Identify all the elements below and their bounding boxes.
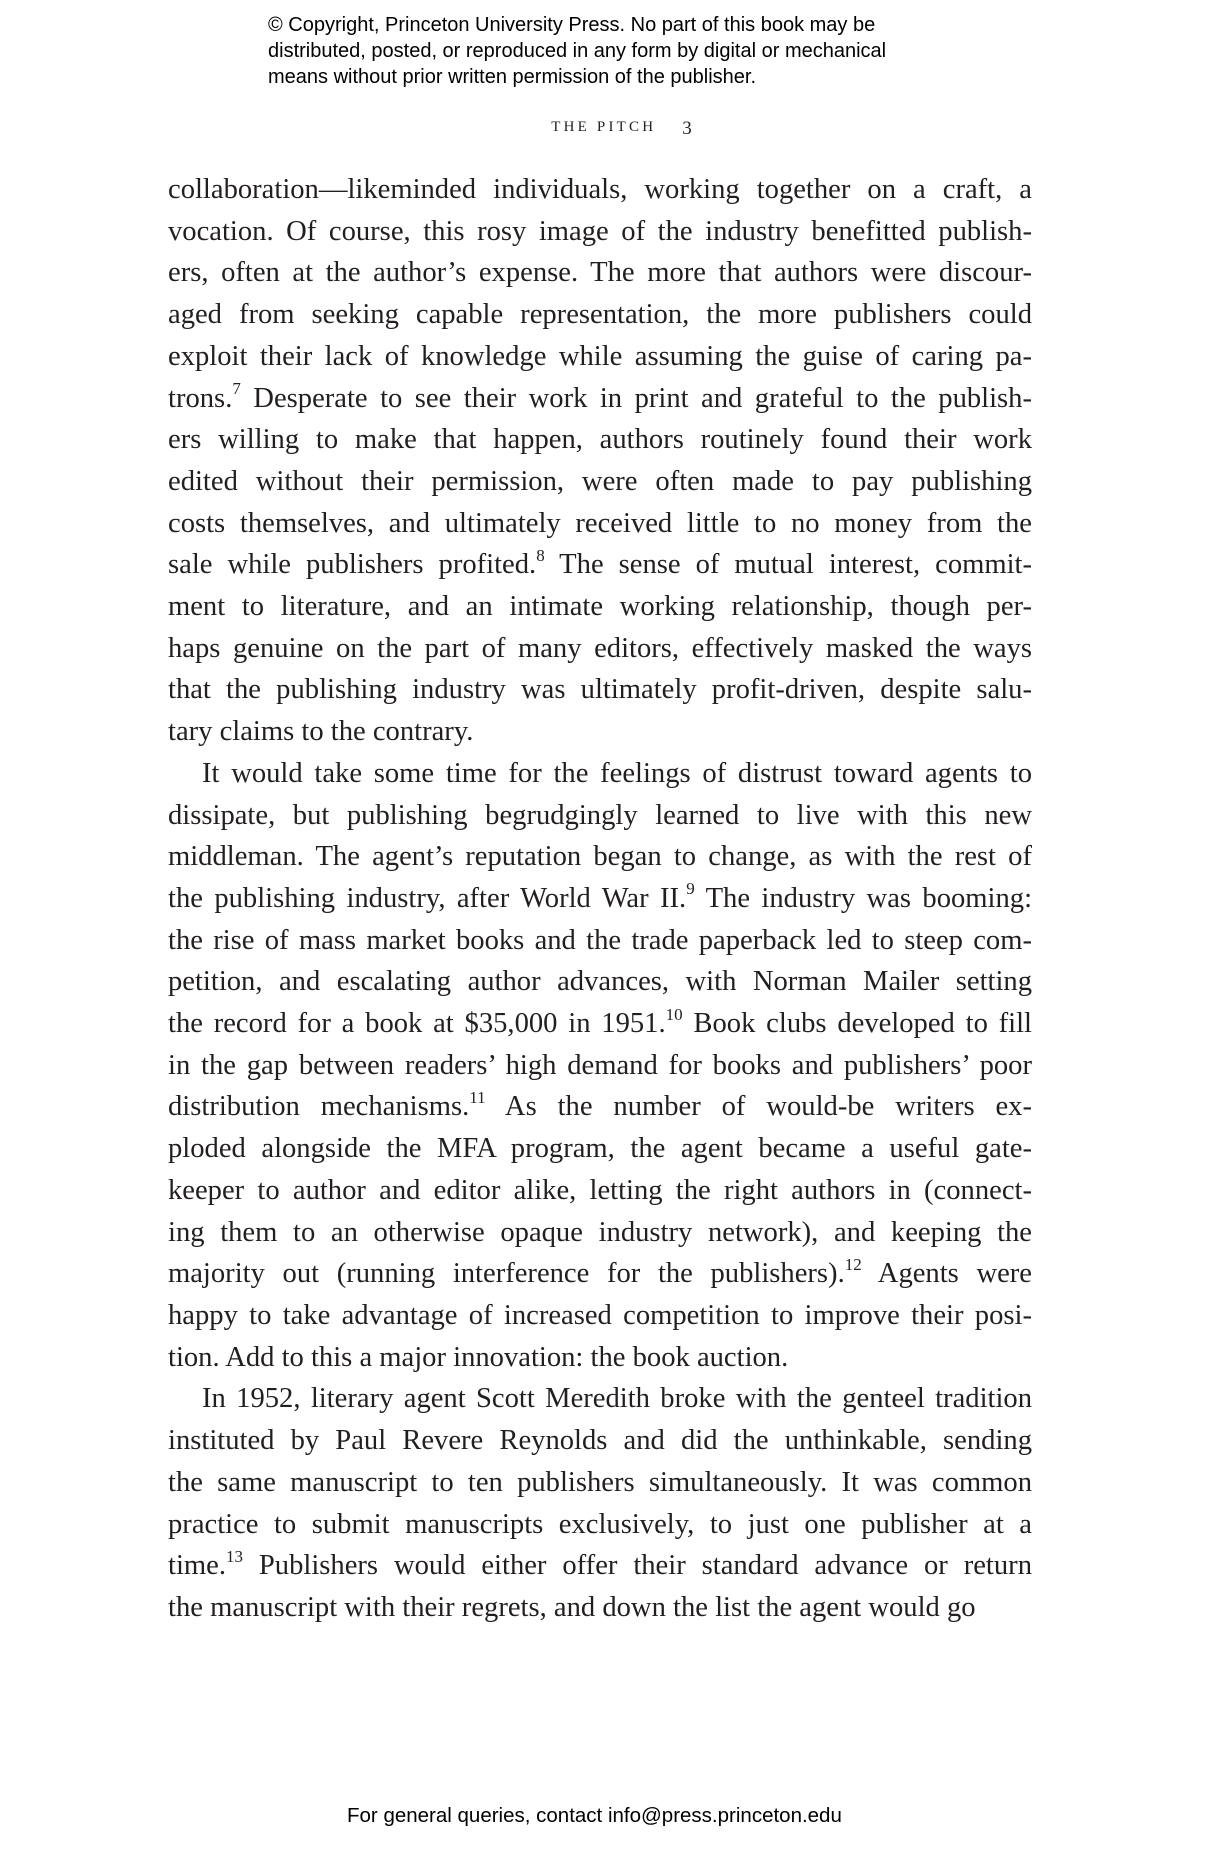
text-line: ploded alongside the MFA program, the agent became a useful gate- (168, 1133, 1032, 1165)
text-line: edited without their permission, were often made to pay publishing (168, 465, 1032, 497)
line-text: sale while publishers profited. (168, 549, 537, 581)
text-line (168, 544, 1032, 586)
body-text (168, 169, 1032, 1629)
text-line: petition, and escalating author advances, with Norman Mailer setting (168, 966, 1032, 998)
footnote-reference[interactable]: 11 (469, 1087, 486, 1107)
page-number: 3 (682, 118, 692, 139)
line-text: trons. (168, 382, 233, 414)
text-line: that the publishing industry was ultimately profit-driven, despite salu- (168, 674, 1032, 706)
line-text: Publishers would either offer their standard advance or return (242, 1550, 1032, 1582)
text-line: collaboration—likeminded individuals, working together on a craft, a (168, 174, 1032, 205)
text-line: ers willing to make that happen, authors routinely found their work (168, 424, 1032, 456)
text-line: keeper to author and editor alike, letting the right authors in (connect- (168, 1174, 1032, 1206)
text-line: practice to submit manuscripts exclusively, to just one publisher at a (168, 1508, 1032, 1540)
text-line: tion. Add to this a major innovation: the book auction. (168, 1341, 789, 1373)
line-text: As the number of would-be writers ex- (485, 1091, 1033, 1123)
text-line: aged from seeking capable representation, the more publishers could (168, 299, 1032, 331)
text-line: In 1952, literary agent Scott Meredith broke with the genteel tradition (202, 1383, 1032, 1415)
text-line: tary claims to the contrary. (168, 716, 474, 748)
text-line: exploit their lack of knowledge while assuming the guise of caring pa- (168, 340, 1032, 372)
text-line (168, 1003, 1032, 1045)
text-line: haps genuine on the part of many editors, effectively masked the ways (168, 632, 1032, 664)
line-text: The sense of mutual interest, commit- (544, 549, 1033, 581)
line-text: Desperate to see their work in print and grateful to the publish- (240, 382, 1032, 414)
footnote-reference[interactable]: 10 (665, 1004, 683, 1024)
line-text: Book clubs developed to fill (682, 1008, 1033, 1040)
paragraph (168, 753, 1032, 1379)
text-line: ment to literature, and an intimate working relationship, though per- (168, 591, 1032, 623)
text-line: instituted by Paul Revere Reynolds and did the unthinkable, sending (168, 1425, 1032, 1457)
text-line: middleman. The agent’s reputation began to change, as with the rest of (168, 841, 1032, 873)
line-text: majority out (running interference for the publishers). (168, 1258, 845, 1290)
footnote-reference[interactable]: 9 (686, 879, 695, 899)
line-text: The industry was booming: (694, 882, 1033, 914)
text-line: happy to take advantage of increased competition to improve their posi- (168, 1299, 1032, 1331)
chapter-title: THE PITCH (551, 119, 657, 135)
text-line: the manuscript with their regrets, and down the list the agent would go (168, 1591, 976, 1623)
text-line (168, 1253, 1032, 1295)
text-line (168, 878, 1032, 920)
text-line: the rise of mass market books and the trade paperback led to steep com- (168, 924, 1032, 956)
text-line (168, 1086, 1032, 1128)
line-text: the record for a book at $35,000 in 1951. (168, 1008, 666, 1040)
text-line: vocation. Of course, this rosy image of the industry benefitted publish- (168, 215, 1032, 247)
line-text: Agents were (861, 1258, 1032, 1290)
contact-footer: For general queries, contact info@press.princeton.edu (347, 1804, 842, 1827)
running-head (0, 116, 1225, 137)
line-text: time. (168, 1550, 226, 1582)
paragraph (168, 169, 1032, 753)
line-text: distribution mechanisms. (168, 1091, 470, 1123)
text-line: in the gap between readers’ high demand for books and publishers’ poor (168, 1049, 1032, 1081)
text-line: It would take some time for the feelings of distrust toward agents to (202, 757, 1032, 789)
footnote-reference[interactable]: 7 (232, 378, 241, 398)
text-line (168, 1545, 1032, 1587)
copyright-line: distributed, posted, or reproduced in any form by digital or mechanical (268, 40, 887, 62)
text-line: dissipate, but publishing begrudgingly learned to live with this new (168, 799, 1032, 831)
paragraph (168, 1378, 1032, 1628)
text-line (168, 378, 1032, 420)
line-text: the publishing industry, after World War II. (168, 882, 687, 914)
copyright-line: © Copyright, Princeton University Press. No part of this book may be (268, 14, 876, 36)
text-line: ing them to an otherwise opaque industry network), and keeping the (168, 1216, 1032, 1248)
footnote-reference[interactable]: 8 (536, 545, 545, 565)
copyright-notice (268, 12, 988, 90)
footnote-reference[interactable]: 12 (844, 1254, 862, 1274)
footnote-reference[interactable]: 13 (225, 1546, 243, 1566)
copyright-line: means without prior written permission of the publisher. (268, 66, 757, 88)
text-line: the same manuscript to ten publishers simultaneously. It was common (168, 1466, 1032, 1498)
text-line: ers, often at the author’s expense. The more that authors were discour- (168, 257, 1032, 289)
text-line: costs themselves, and ultimately received little to no money from the (168, 507, 1032, 539)
